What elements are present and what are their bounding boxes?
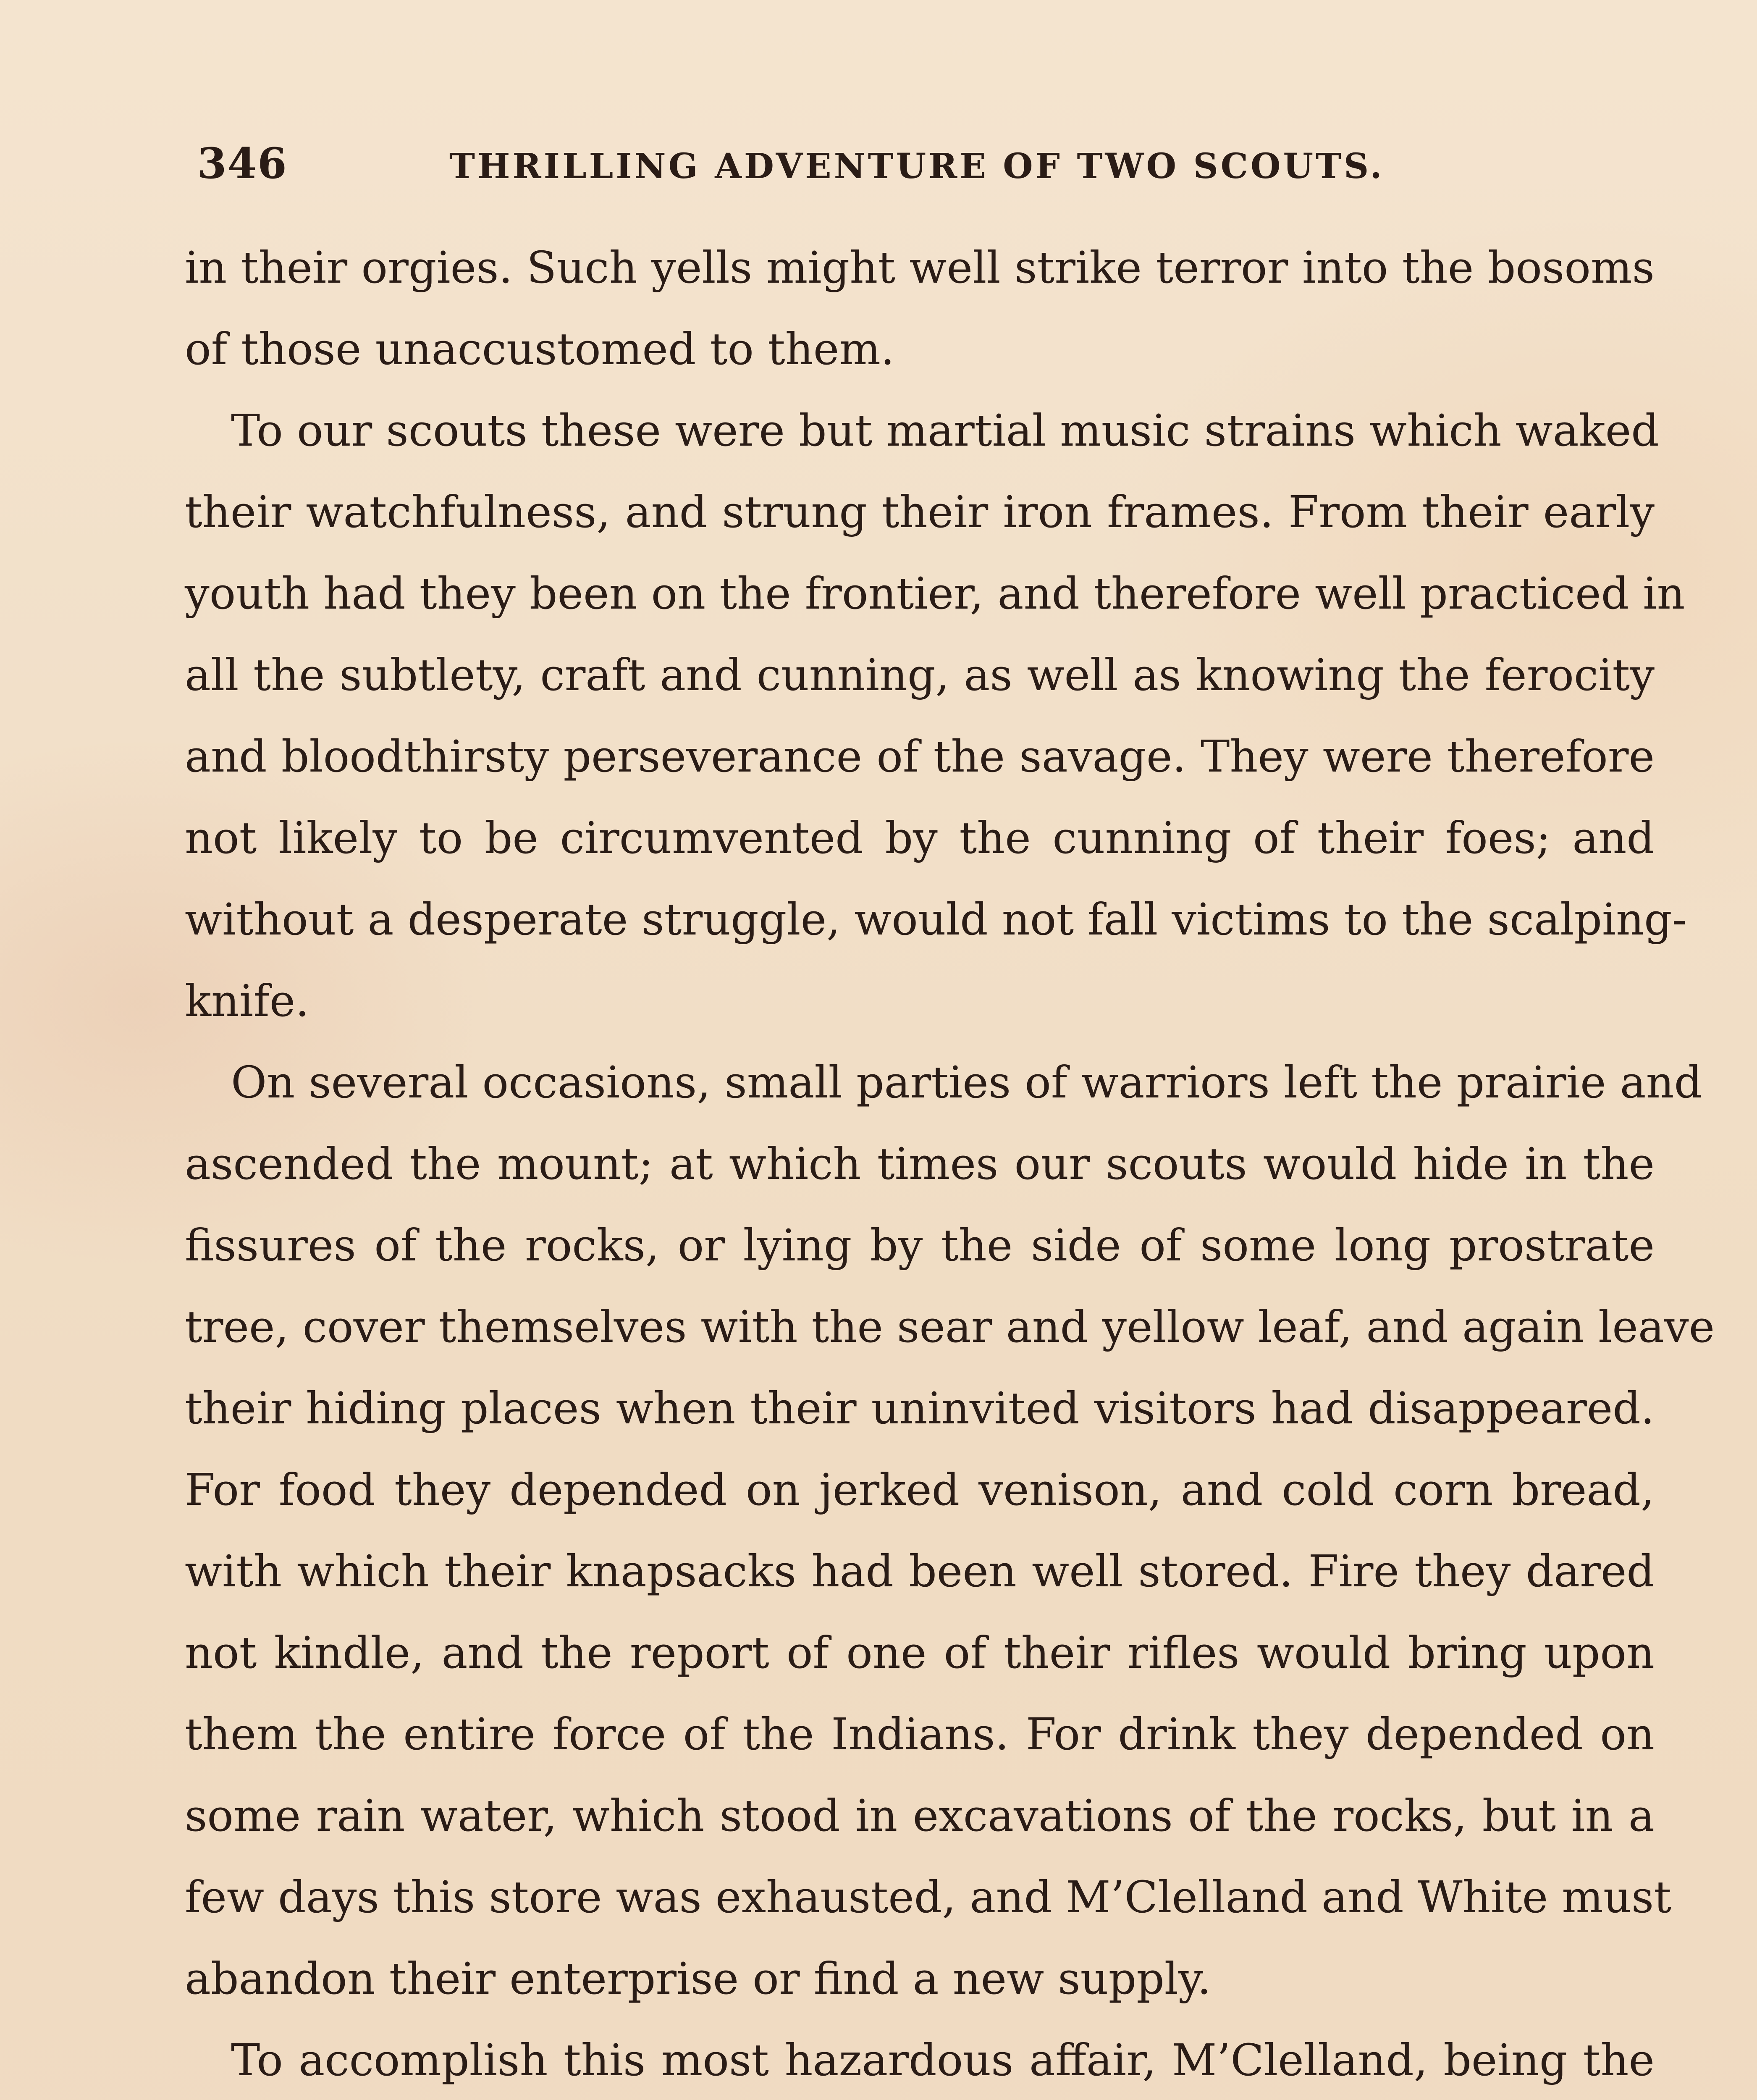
- text-line: knife.: [185, 975, 309, 1026]
- text-line: On several occasions, small parties of warriors left the prairie and: [231, 1057, 1702, 1108]
- page-number: 346: [197, 139, 288, 188]
- running-title: THRILLING ADVENTURE OF TWO SCOUTS.: [449, 146, 1385, 186]
- text-line: fissures of the rocks, or lying by the side of some long prostrate: [185, 1220, 1655, 1271]
- running-head: [197, 139, 1655, 197]
- text-line: with which their knapsacks had been well stored. Fire they dared: [185, 1546, 1655, 1597]
- body-text: [185, 227, 1715, 2100]
- text-line: their watchfulness, and strung their iron frames. From their early: [185, 486, 1655, 538]
- text-line: few days this store was exhausted, and M’Clelland and White must: [185, 1872, 1672, 1923]
- text-line: in their orgies. Such yells might well strike terror into the bosoms: [185, 242, 1655, 293]
- text-line: youth had they been on the frontier, and therefore well practiced in: [185, 568, 1685, 619]
- text-line: not kindle, and the report of one of their rifles would bring upon: [185, 1627, 1655, 1678]
- text-line: all the subtlety, craft and cunning, as well as knowing the ferocity: [185, 649, 1655, 701]
- text-line: some rain water, which stood in excavations of the rocks, but in a: [185, 1790, 1655, 1841]
- text-line: them the entire force of the Indians. For drink they depended on: [185, 1709, 1655, 1760]
- text-line: To accomplish this most hazardous affair, M’Clelland, being the: [231, 2034, 1655, 2086]
- text-line: For food they depended on jerked venison, and cold corn bread,: [185, 1464, 1655, 1515]
- text-line: abandon their enterprise or find a new supply.: [185, 1953, 1212, 2004]
- text-line: their hiding places when their uninvited visitors had disappeared.: [185, 1383, 1655, 1434]
- text-line: To our scouts these were but martial music strains which waked: [231, 405, 1659, 456]
- text-line: ascended the mount; at which times our scouts would hide in the: [185, 1138, 1655, 1189]
- text-line: and bloodthirsty perseverance of the savage. They were therefore: [185, 731, 1655, 782]
- text-line: not likely to be circumvented by the cunning of their foes; and: [185, 812, 1655, 864]
- text-line: tree, cover themselves with the sear and yellow leaf, and again leave: [185, 1301, 1715, 1352]
- text-line: without a desperate struggle, would not fall victims to the scalping-: [185, 894, 1687, 945]
- text-line: of those unaccustomed to them.: [185, 323, 894, 375]
